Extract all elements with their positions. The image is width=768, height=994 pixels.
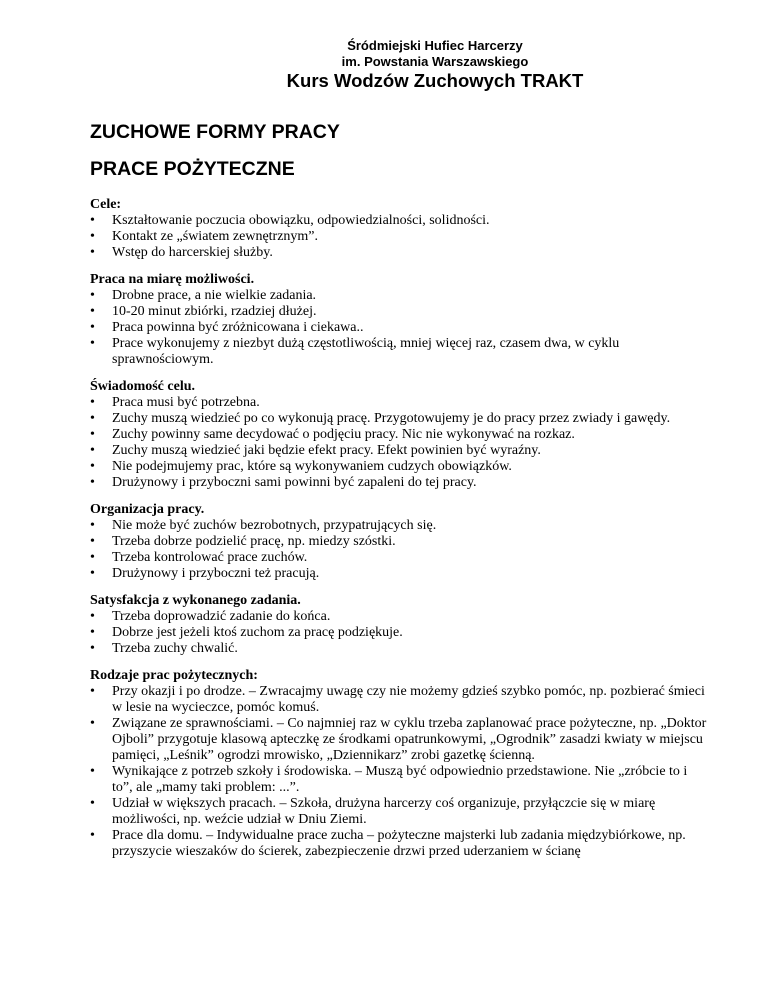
header-course-title: Kurs Wodzów Zuchowych TRAKT	[286, 70, 584, 91]
header-patron: im. Powstania Warszawskiego	[341, 54, 529, 69]
list-item-text: Związane ze sprawnościami. – Co najmniej raz w cyklu trzeba zaplanować prace pożyteczne, np. „Doktor Ojboli” przygotuje klasową apteczkę ze środkami opatrunkowymi, „Ogrodnik” zasadzi kwiaty w miejscu pamięci, „Leśnik” ogrodzi mrowisko, „Dziennikarz” zrobi gazetkę ścienną.	[112, 716, 707, 763]
list-item	[90, 229, 710, 245]
bullet-list	[90, 395, 710, 491]
header-organization: Śródmiejski Hufiec Harcerzy	[347, 38, 523, 53]
list-item-text: Prace dla domu. – Indywidualne prace zucha – pożyteczne majsterki lub zadania międzybiórkowe, np. przyszycie wieszaków do ścierek, zabezpieczenie drzwi przed uderzaniem w ścianę	[112, 828, 686, 859]
bullet-icon: •	[90, 641, 95, 656]
list-item	[90, 684, 710, 716]
list-item-text: Nie może być zuchów bezrobotnych, przypatrujących się.	[112, 518, 437, 533]
bullet-list	[90, 288, 710, 368]
section	[90, 379, 710, 491]
list-item-text: Kontakt ze „światem zewnętrznym”.	[112, 229, 319, 244]
list-item	[90, 213, 710, 229]
list-item	[90, 641, 710, 657]
list-item-text: Trzeba kontrolować prace zuchów.	[112, 550, 308, 565]
heading-forms: ZUCHOWE FORMY PRACY	[90, 121, 340, 143]
list-item	[90, 534, 710, 550]
bullet-icon: •	[90, 395, 95, 410]
section	[90, 197, 710, 261]
list-item	[90, 245, 710, 261]
list-item	[90, 411, 710, 427]
list-item-text: Wstęp do harcerskiej służby.	[112, 245, 273, 260]
bullet-icon: •	[90, 796, 95, 811]
list-item-text: Zuchy muszą wiedzieć jaki będzie efekt pracy. Efekt powinien być wyraźny.	[112, 443, 541, 458]
bullet-icon: •	[90, 518, 95, 533]
bullet-list	[90, 213, 710, 261]
list-item	[90, 764, 710, 796]
bullet-icon: •	[90, 609, 95, 624]
bullet-icon: •	[90, 475, 95, 490]
section	[90, 502, 710, 582]
bullet-list	[90, 684, 710, 860]
section	[90, 668, 710, 860]
list-item	[90, 796, 710, 828]
list-item-text: Drużynowy i przyboczni sami powinni być zapaleni do tej pracy.	[112, 475, 477, 490]
list-item	[90, 625, 710, 641]
section-title: Cele:	[90, 197, 122, 212]
list-item-text: Wynikające z potrzeb szkoły i środowiska. – Muszą być odpowiednio przedstawione. Nie „zróbcie to i to”, ale „mamy taki problem: ...”.	[112, 764, 688, 795]
section-title: Rodzaje prac pożytecznych:	[90, 668, 258, 683]
heading-useful-work: PRACE POŻYTECZNE	[90, 158, 295, 180]
bullet-icon: •	[90, 625, 95, 640]
bullet-icon: •	[90, 288, 95, 303]
list-item-text: Zuchy muszą wiedzieć po co wykonują pracę. Przygotowujemy je do pracy przez zwiady i gawędy.	[112, 411, 671, 426]
bullet-icon: •	[90, 427, 95, 442]
list-item-text: Praca musi być potrzebna.	[112, 395, 260, 410]
document-page	[90, 38, 710, 860]
list-item-text: Praca powinna być zróżnicowana i ciekawa..	[112, 320, 364, 335]
list-item	[90, 828, 710, 860]
list-item-text: Prace wykonujemy z niezbyt dużą częstotliwością, mniej więcej raz, czasem dwa, w cyklu sprawnościowym.	[112, 336, 620, 367]
bullet-icon: •	[90, 684, 95, 699]
list-item-text: Trzeba zuchy chwalić.	[112, 641, 238, 656]
bullet-icon: •	[90, 550, 95, 565]
list-item	[90, 336, 710, 368]
bullet-list	[90, 518, 710, 582]
list-item-text: Trzeba dobrze podzielić pracę, np. miedzy szóstki.	[112, 534, 396, 549]
bullet-icon: •	[90, 566, 95, 581]
bullet-icon: •	[90, 716, 95, 731]
list-item	[90, 304, 710, 320]
bullet-icon: •	[90, 534, 95, 549]
list-item	[90, 459, 710, 475]
bullet-icon: •	[90, 828, 95, 843]
list-item-text: Udział w większych pracach. – Szkoła, drużyna harcerzy coś organizuje, przyłączcie się w miarę możliwości, np. weźcie udział w Dniu Ziemi.	[112, 796, 656, 827]
list-item-text: Przy okazji i po drodze. – Zwracajmy uwagę czy nie możemy gdzieś szybko pomóc, np. pozbierać śmieci w lesie na wycieczce, pomóc komuś.	[112, 684, 705, 715]
bullet-icon: •	[90, 320, 95, 335]
bullet-icon: •	[90, 304, 95, 319]
bullet-icon: •	[90, 411, 95, 426]
section-title: Organizacja pracy.	[90, 502, 205, 517]
bullet-list	[90, 609, 710, 657]
bullet-icon: •	[90, 229, 95, 244]
list-item	[90, 427, 710, 443]
list-item-text: Drużynowy i przyboczni też pracują.	[112, 566, 320, 581]
list-item-text: 10-20 minut zbiórki, rzadziej dłużej.	[112, 304, 317, 319]
list-item-text: Trzeba doprowadzić zadanie do końca.	[112, 609, 331, 624]
list-item	[90, 716, 710, 764]
list-item	[90, 550, 710, 566]
list-item-text: Dobrze jest jeżeli ktoś zuchom za pracę podziękuje.	[112, 625, 403, 640]
bullet-icon: •	[90, 764, 95, 779]
list-item	[90, 475, 710, 491]
list-item	[90, 395, 710, 411]
list-item	[90, 320, 710, 336]
section-title: Satysfakcja z wykonanego zadania.	[90, 593, 301, 608]
bullet-icon: •	[90, 459, 95, 474]
list-item-text: Kształtowanie poczucia obowiązku, odpowiedzialności, solidności.	[112, 213, 490, 228]
list-item	[90, 443, 710, 459]
section	[90, 593, 710, 657]
list-item	[90, 566, 710, 582]
section-title: Świadomość celu.	[90, 379, 195, 394]
list-item-text: Drobne prace, a nie wielkie zadania.	[112, 288, 317, 303]
list-item-text: Nie podejmujemy prac, które są wykonywaniem cudzych obowiązków.	[112, 459, 512, 474]
bullet-icon: •	[90, 245, 95, 260]
section	[90, 272, 710, 368]
list-item	[90, 288, 710, 304]
bullet-icon: •	[90, 443, 95, 458]
bullet-icon: •	[90, 336, 95, 351]
list-item	[90, 609, 710, 625]
section-title: Praca na miarę możliwości.	[90, 272, 255, 287]
list-item	[90, 518, 710, 534]
sections-container	[90, 197, 710, 860]
list-item-text: Zuchy powinny same decydować o podjęciu pracy. Nic nie wykonywać na rozkaz.	[112, 427, 575, 442]
bullet-icon: •	[90, 213, 95, 228]
